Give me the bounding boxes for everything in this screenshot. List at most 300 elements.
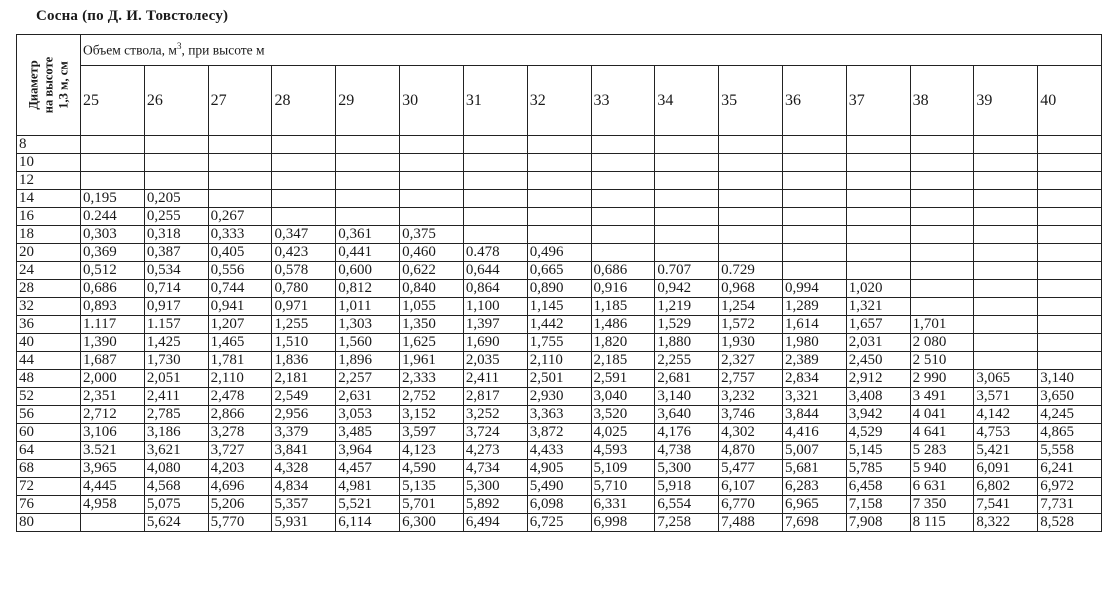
volume-cell: 2 080 xyxy=(910,334,974,352)
volume-cell: 4,142 xyxy=(974,406,1038,424)
volume-cell xyxy=(782,136,846,154)
volume-cell xyxy=(782,172,846,190)
height-header-row xyxy=(17,66,1102,136)
volume-cell xyxy=(272,154,336,172)
height-header-cell: 26 xyxy=(144,66,208,136)
volume-cell: 0,622 xyxy=(400,262,464,280)
volume-cell xyxy=(1038,226,1102,244)
volume-cell xyxy=(527,136,591,154)
table-row xyxy=(17,208,1102,226)
diameter-cell: 72 xyxy=(17,478,81,496)
volume-cell: 1,219 xyxy=(655,298,719,316)
volume-cell: 1,701 xyxy=(910,316,974,334)
volume-cell xyxy=(846,136,910,154)
volume-cell: 7,158 xyxy=(846,496,910,514)
volume-cell: 1,836 xyxy=(272,352,336,370)
volume-cell: 5,558 xyxy=(1038,442,1102,460)
volume-cell: 8 115 xyxy=(910,514,974,532)
volume-cell: 2,866 xyxy=(208,406,272,424)
volume-cell: 1,572 xyxy=(719,316,783,334)
volume-cell: 1,425 xyxy=(144,334,208,352)
volume-cell xyxy=(1038,190,1102,208)
table-row xyxy=(17,388,1102,406)
volume-cell: 3,597 xyxy=(400,424,464,442)
diameter-cell: 24 xyxy=(17,262,81,280)
volume-cell xyxy=(910,208,974,226)
volume-cell: 6,998 xyxy=(591,514,655,532)
volume-cell: 3,321 xyxy=(782,388,846,406)
volume-cell: 0,917 xyxy=(144,298,208,316)
volume-cell: 6,770 xyxy=(719,496,783,514)
volume-cell: 1,100 xyxy=(463,298,527,316)
volume-cell xyxy=(400,136,464,154)
volume-cell: 4,416 xyxy=(782,424,846,442)
volume-cell: 5,701 xyxy=(400,496,464,514)
volume-cell: 2,181 xyxy=(272,370,336,388)
volume-cell: 0,361 xyxy=(336,226,400,244)
volume-cell: 1,730 xyxy=(144,352,208,370)
volume-cell xyxy=(527,226,591,244)
volume-cell: 5,007 xyxy=(782,442,846,460)
volume-cell xyxy=(910,136,974,154)
volume-cell xyxy=(463,190,527,208)
volume-cell: 6,107 xyxy=(719,478,783,496)
volume-cell: 1,055 xyxy=(400,298,464,316)
volume-cell: 1,465 xyxy=(208,334,272,352)
volume-cell: 5 940 xyxy=(910,460,974,478)
volume-cell xyxy=(719,190,783,208)
volume-cell: 6,972 xyxy=(1038,478,1102,496)
volume-cell: 4,245 xyxy=(1038,406,1102,424)
volume-cell: 0,512 xyxy=(81,262,145,280)
diameter-header-line2: на высоте xyxy=(41,56,55,114)
volume-cell: 1,255 xyxy=(272,316,336,334)
volume-cell xyxy=(1038,208,1102,226)
volume-cell: 3,571 xyxy=(974,388,1038,406)
table-row xyxy=(17,334,1102,352)
volume-cell: 4,753 xyxy=(974,424,1038,442)
table-row xyxy=(17,514,1102,532)
volume-cell xyxy=(591,154,655,172)
volume-cell: 0.244 xyxy=(81,208,145,226)
volume-header-suffix: , при высоте м xyxy=(181,42,265,58)
volume-cell: 5,145 xyxy=(846,442,910,460)
volume-cell: 5,490 xyxy=(527,478,591,496)
volume-cell: 2,912 xyxy=(846,370,910,388)
volume-cell xyxy=(846,172,910,190)
volume-cell xyxy=(655,190,719,208)
diameter-cell: 12 xyxy=(17,172,81,190)
volume-cell xyxy=(719,208,783,226)
height-header-cell: 25 xyxy=(81,66,145,136)
volume-cell: 0,686 xyxy=(591,262,655,280)
volume-cell: 1,145 xyxy=(527,298,591,316)
volume-cell xyxy=(974,172,1038,190)
volume-cell: 0,318 xyxy=(144,226,208,244)
volume-cell: 0,303 xyxy=(81,226,145,244)
volume-cell: 1.157 xyxy=(144,316,208,334)
diameter-cell: 56 xyxy=(17,406,81,424)
volume-cell: 4,958 xyxy=(81,496,145,514)
table-row xyxy=(17,496,1102,514)
volume-cell: 5,710 xyxy=(591,478,655,496)
volume-cell: 1,781 xyxy=(208,352,272,370)
volume-cell: 2,051 xyxy=(144,370,208,388)
volume-cell xyxy=(463,226,527,244)
volume-cell xyxy=(782,208,846,226)
volume-cell xyxy=(910,280,974,298)
volume-cell: 2,000 xyxy=(81,370,145,388)
volume-cell: 1,961 xyxy=(400,352,464,370)
volume-cell: 5,421 xyxy=(974,442,1038,460)
volume-cell xyxy=(655,244,719,262)
volume-cell: 0,333 xyxy=(208,226,272,244)
table-row xyxy=(17,424,1102,442)
volume-cell: 4,025 xyxy=(591,424,655,442)
volume-cell: 2,817 xyxy=(463,388,527,406)
volume-cell: 1,625 xyxy=(400,334,464,352)
volume-cell xyxy=(655,208,719,226)
volume-cell: 2,327 xyxy=(719,352,783,370)
volume-cell: 1.117 xyxy=(81,316,145,334)
volume-cell: 2,752 xyxy=(400,388,464,406)
volume-cell: 3,485 xyxy=(336,424,400,442)
volume-cell xyxy=(272,136,336,154)
volume-cell xyxy=(655,136,719,154)
volume-cell xyxy=(974,352,1038,370)
table-row xyxy=(17,298,1102,316)
volume-cell xyxy=(910,298,974,316)
diameter-cell: 40 xyxy=(17,334,81,352)
volume-cell: 6,802 xyxy=(974,478,1038,496)
volume-header-title: Объем ствола, м xyxy=(83,42,177,58)
volume-cell: 0,423 xyxy=(272,244,336,262)
volume-cell: 2,631 xyxy=(336,388,400,406)
volume-cell xyxy=(336,136,400,154)
volume-cell: 3,520 xyxy=(591,406,655,424)
volume-cell xyxy=(719,154,783,172)
table-row xyxy=(17,442,1102,460)
volume-cell: 0,267 xyxy=(208,208,272,226)
table-row xyxy=(17,244,1102,262)
table-row xyxy=(17,370,1102,388)
volume-cell: 8,322 xyxy=(974,514,1038,532)
volume-cell xyxy=(974,262,1038,280)
volume-cell: 0,780 xyxy=(272,280,336,298)
volume-cell xyxy=(655,172,719,190)
volume-header-unit-exponent: 3 xyxy=(176,41,182,52)
volume-cell xyxy=(846,244,910,262)
volume-cell: 0,812 xyxy=(336,280,400,298)
volume-cell: 2,681 xyxy=(655,370,719,388)
volume-cell: 1,614 xyxy=(782,316,846,334)
volume-cell xyxy=(591,226,655,244)
volume-cell xyxy=(144,172,208,190)
volume-cell: 2,785 xyxy=(144,406,208,424)
diameter-cell: 28 xyxy=(17,280,81,298)
volume-cell xyxy=(400,208,464,226)
volume-cell: 3,065 xyxy=(974,370,1038,388)
volume-cell xyxy=(272,172,336,190)
volume-cell: 7 350 xyxy=(910,496,974,514)
diameter-cell: 48 xyxy=(17,370,81,388)
volume-cell xyxy=(719,136,783,154)
volume-cell: 0,195 xyxy=(81,190,145,208)
volume-cell xyxy=(782,244,846,262)
volume-cell: 0,942 xyxy=(655,280,719,298)
volume-cell: 0,941 xyxy=(208,298,272,316)
volume-cell xyxy=(974,208,1038,226)
volume-cell: 4,981 xyxy=(336,478,400,496)
volume-cell: 4 641 xyxy=(910,424,974,442)
volume-cell: 0,347 xyxy=(272,226,336,244)
volume-cell xyxy=(144,154,208,172)
diameter-cell: 52 xyxy=(17,388,81,406)
volume-cell: 1,350 xyxy=(400,316,464,334)
volume-cell: 4,529 xyxy=(846,424,910,442)
height-header-cell: 32 xyxy=(527,66,591,136)
height-header-cell: 29 xyxy=(336,66,400,136)
volume-cell: 4,445 xyxy=(81,478,145,496)
volume-cell: 0,968 xyxy=(719,280,783,298)
height-header-cell: 38 xyxy=(910,66,974,136)
volume-cell xyxy=(208,136,272,154)
volume-cell: 4,328 xyxy=(272,460,336,478)
height-header-cell: 40 xyxy=(1038,66,1102,136)
volume-cell xyxy=(591,208,655,226)
volume-cell: 0,994 xyxy=(782,280,846,298)
volume-cell: 0.729 xyxy=(719,262,783,280)
volume-cell: 2,712 xyxy=(81,406,145,424)
volume-cell: 1,510 xyxy=(272,334,336,352)
volume-cell: 2,930 xyxy=(527,388,591,406)
volume-cell: 2,389 xyxy=(782,352,846,370)
volume-cell: 3,965 xyxy=(81,460,145,478)
volume-cell xyxy=(400,190,464,208)
volume-cell: 4,176 xyxy=(655,424,719,442)
table-row xyxy=(17,280,1102,298)
volume-cell xyxy=(527,190,591,208)
volume-cell xyxy=(272,208,336,226)
volume-cell: 3,746 xyxy=(719,406,783,424)
volume-cell: 2,351 xyxy=(81,388,145,406)
table-row xyxy=(17,190,1102,208)
diameter-cell: 76 xyxy=(17,496,81,514)
volume-cell: 0,840 xyxy=(400,280,464,298)
volume-cell: 6 631 xyxy=(910,478,974,496)
volume-cell xyxy=(336,154,400,172)
volume-cell: 2,031 xyxy=(846,334,910,352)
table-row xyxy=(17,316,1102,334)
volume-cell: 3,053 xyxy=(336,406,400,424)
volume-cell xyxy=(910,190,974,208)
volume-cell: 2,110 xyxy=(208,370,272,388)
volume-cell: 3,640 xyxy=(655,406,719,424)
volume-cell xyxy=(846,154,910,172)
volume-cell: 4,273 xyxy=(463,442,527,460)
volume-cell: 2,257 xyxy=(336,370,400,388)
volume-cell: 4,203 xyxy=(208,460,272,478)
volume-cell xyxy=(1038,298,1102,316)
volume-cell: 1,896 xyxy=(336,352,400,370)
diameter-cell: 44 xyxy=(17,352,81,370)
volume-cell xyxy=(719,172,783,190)
volume-cell xyxy=(463,154,527,172)
height-header-cell: 31 xyxy=(463,66,527,136)
volume-cell xyxy=(974,244,1038,262)
volume-cell: 5 283 xyxy=(910,442,974,460)
volume-cell: 4 041 xyxy=(910,406,974,424)
volume-cell: 1,560 xyxy=(336,334,400,352)
volume-cell: 3,363 xyxy=(527,406,591,424)
volume-cell xyxy=(782,190,846,208)
volume-cell xyxy=(400,154,464,172)
volume-cell: 5,892 xyxy=(463,496,527,514)
volume-cell: 0.707 xyxy=(655,262,719,280)
diameter-header-line1: Диаметр xyxy=(26,60,40,110)
height-header-cell: 36 xyxy=(782,66,846,136)
volume-cell xyxy=(81,172,145,190)
volume-cell: 2,834 xyxy=(782,370,846,388)
volume-cell: 3,152 xyxy=(400,406,464,424)
volume-cell xyxy=(144,136,208,154)
volume-cell: 4,302 xyxy=(719,424,783,442)
volume-cell: 3,650 xyxy=(1038,388,1102,406)
volume-cell: 5,357 xyxy=(272,496,336,514)
volume-cell: 4,696 xyxy=(208,478,272,496)
volume-cell: 2 990 xyxy=(910,370,974,388)
volume-cell xyxy=(1038,280,1102,298)
volume-cell xyxy=(1038,352,1102,370)
volume-cell: 3,872 xyxy=(527,424,591,442)
volume-cell: 2,956 xyxy=(272,406,336,424)
volume-header xyxy=(81,35,1102,66)
volume-cell: 3,106 xyxy=(81,424,145,442)
volume-cell: 3,040 xyxy=(591,388,655,406)
volume-cell: 3,942 xyxy=(846,406,910,424)
volume-cell: 5,785 xyxy=(846,460,910,478)
volume-cell: 0,205 xyxy=(144,190,208,208)
volume-cell: 1,207 xyxy=(208,316,272,334)
volume-cell xyxy=(208,154,272,172)
height-header-cell: 35 xyxy=(719,66,783,136)
volume-cell: 6,331 xyxy=(591,496,655,514)
diameter-cell: 68 xyxy=(17,460,81,478)
diameter-cell: 80 xyxy=(17,514,81,532)
volume-cell: 4,457 xyxy=(336,460,400,478)
volume-cell: 4,870 xyxy=(719,442,783,460)
diameter-cell: 18 xyxy=(17,226,81,244)
height-header-cell: 33 xyxy=(591,66,655,136)
volume-cell xyxy=(846,208,910,226)
volume-cell: 7,908 xyxy=(846,514,910,532)
table-row xyxy=(17,136,1102,154)
volume-cell: 1,690 xyxy=(463,334,527,352)
volume-cell xyxy=(527,172,591,190)
volume-cell: 3,232 xyxy=(719,388,783,406)
volume-cell: 2,333 xyxy=(400,370,464,388)
volume-cell: 4,123 xyxy=(400,442,464,460)
volume-cell: 0,644 xyxy=(463,262,527,280)
volume-cell: 5,770 xyxy=(208,514,272,532)
volume-cell: 4,568 xyxy=(144,478,208,496)
volume-cell: 1,657 xyxy=(846,316,910,334)
table-row xyxy=(17,226,1102,244)
table-row xyxy=(17,172,1102,190)
volume-cell xyxy=(527,208,591,226)
volume-cell: 4,834 xyxy=(272,478,336,496)
volume-cell: 6,965 xyxy=(782,496,846,514)
height-header-cell: 39 xyxy=(974,66,1038,136)
volume-cell xyxy=(463,208,527,226)
volume-cell xyxy=(719,244,783,262)
volume-cell: 0,441 xyxy=(336,244,400,262)
volume-cell: 5,300 xyxy=(655,460,719,478)
volume-cell xyxy=(591,172,655,190)
diameter-cell: 10 xyxy=(17,154,81,172)
volume-cell: 1,397 xyxy=(463,316,527,334)
volume-cell: 5,109 xyxy=(591,460,655,478)
volume-cell: 4,865 xyxy=(1038,424,1102,442)
volume-cell xyxy=(463,172,527,190)
volume-cell: 4,590 xyxy=(400,460,464,478)
volume-cell: 5,135 xyxy=(400,478,464,496)
volume-cell xyxy=(910,262,974,280)
volume-cell xyxy=(400,172,464,190)
volume-cell: 4,738 xyxy=(655,442,719,460)
volume-cell: 3,140 xyxy=(1038,370,1102,388)
volume-cell xyxy=(336,208,400,226)
volume-cell: 6,091 xyxy=(974,460,1038,478)
volume-cell: 4,593 xyxy=(591,442,655,460)
diameter-cell: 20 xyxy=(17,244,81,262)
volume-cell xyxy=(1038,172,1102,190)
volume-cell: 0,578 xyxy=(272,262,336,280)
height-header-cell: 28 xyxy=(272,66,336,136)
volume-cell xyxy=(1038,262,1102,280)
volume-cell: 1,254 xyxy=(719,298,783,316)
diameter-cell: 64 xyxy=(17,442,81,460)
volume-cell: 1,390 xyxy=(81,334,145,352)
table-row xyxy=(17,406,1102,424)
volume-cell: 5,624 xyxy=(144,514,208,532)
volume-cell: 6,300 xyxy=(400,514,464,532)
volume-cell: 0,893 xyxy=(81,298,145,316)
diameter-cell: 14 xyxy=(17,190,81,208)
volume-cell xyxy=(1038,244,1102,262)
volume-cell xyxy=(974,226,1038,244)
volume-cell xyxy=(910,154,974,172)
volume-cell: 0,387 xyxy=(144,244,208,262)
volume-cell xyxy=(208,190,272,208)
table-body xyxy=(17,136,1102,532)
volume-cell xyxy=(81,136,145,154)
volume-cell xyxy=(974,136,1038,154)
volume-cell: 1,321 xyxy=(846,298,910,316)
volume-cell xyxy=(782,262,846,280)
volume-cell: 0,496 xyxy=(527,244,591,262)
volume-cell: 3,252 xyxy=(463,406,527,424)
volume-cell: 3,408 xyxy=(846,388,910,406)
volume-cell: 0,600 xyxy=(336,262,400,280)
volume-cell: 0,686 xyxy=(81,280,145,298)
volume-cell xyxy=(81,514,145,532)
volume-cell: 0,556 xyxy=(208,262,272,280)
volume-cell xyxy=(846,262,910,280)
volume-cell xyxy=(81,154,145,172)
volume-cell: 4,734 xyxy=(463,460,527,478)
volume-cell: 3,379 xyxy=(272,424,336,442)
